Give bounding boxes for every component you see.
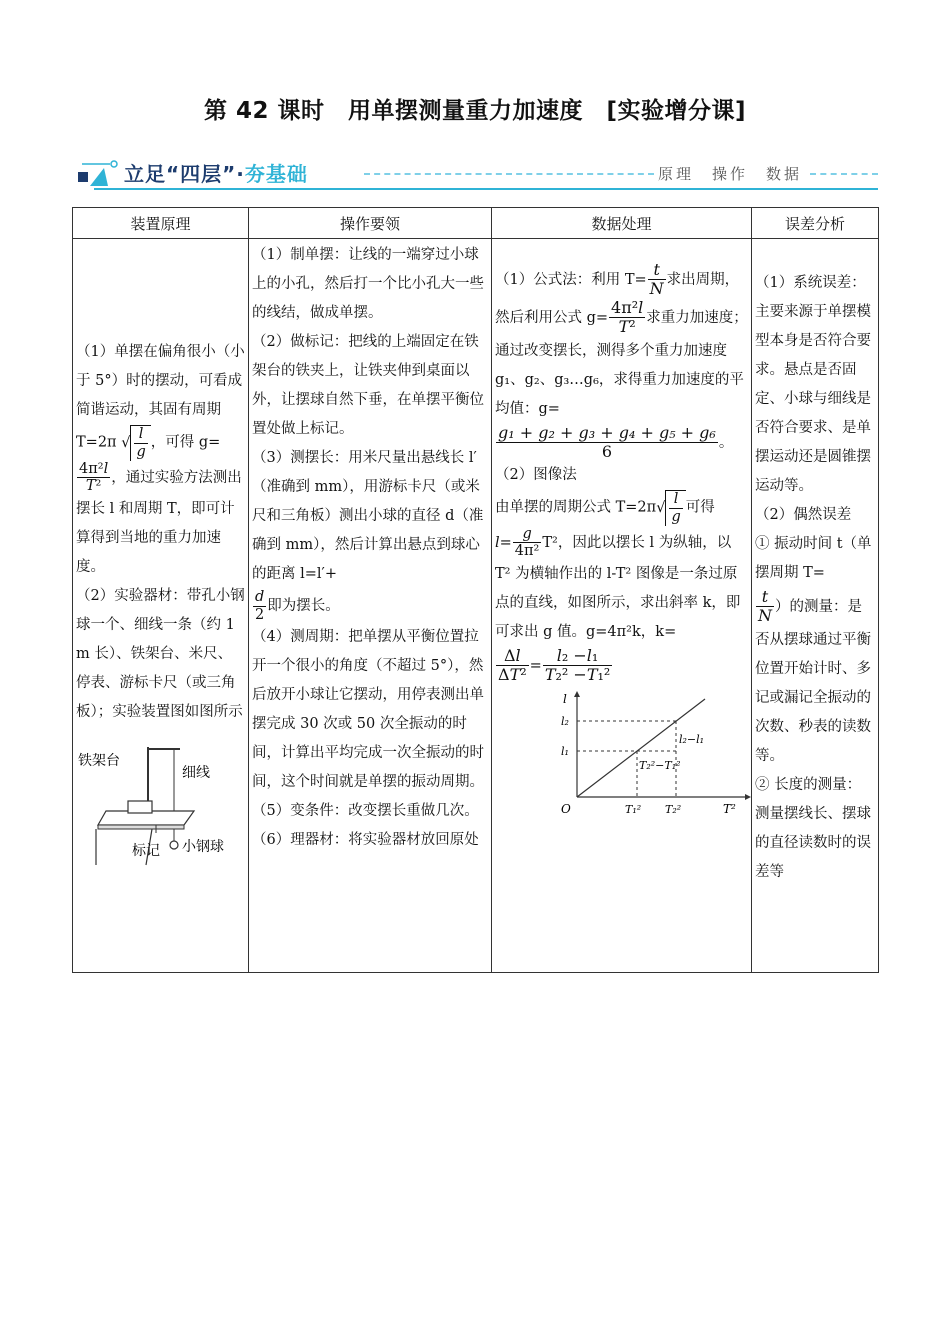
- header-error: 误差分析: [752, 208, 879, 239]
- sqrt-l-over-g: √ $\frac{l}{g}$: [121, 425, 151, 460]
- error-random-1: ① 振动时间 t（单摆周期 T= $\frac{t}{N}$ ）的测量：是否从摆球通过平衡位置开始计时、多记或漏记全振动的次数、秒表的读数等。: [755, 536, 872, 764]
- svg-text:l₂−l₁: l₂−l₁: [679, 732, 705, 746]
- op-step-1: （1）制单摆：让线的一端穿过小球上的小孔，然后打一个比小孔大一些的线结，做成单摆。: [252, 247, 484, 321]
- label-mark: 标记: [132, 842, 160, 859]
- cell-error: [752, 239, 879, 973]
- svg-text:T²: T²: [723, 801, 736, 816]
- svg-text:l₁: l₁: [561, 744, 569, 758]
- op-step-4: （4）测周期：把单摆从平衡位置拉开一个很小的角度（不超过 5°），然后放开小球让它摆动，用停表测出单摆完成 30 次或 50 次全振动的时间，计算出平均完成一次全振动的时间，这个时间就是单摆的振动周期。: [252, 629, 484, 791]
- op-step-6: （6）理器材：将实验器材放回原处: [252, 832, 479, 849]
- svg-text:l: l: [563, 691, 567, 706]
- op-step-3: （3）测摆长：用米尺量出悬线长 l′（准确到 mm），用游标卡尺（或米尺和三角板）测出小球的直径 d（准确到 mm），然后计算出悬点到球心的距离 l=l′+ $\frac{d}{2}$ 即为摆长。: [252, 450, 484, 623]
- op-step-5: （5）变条件：改变摆长重做几次。: [252, 803, 479, 820]
- table-header-row: [73, 208, 879, 239]
- label-stand: 铁架台: [78, 752, 120, 769]
- banner-divider-right: [810, 173, 878, 175]
- svg-text:O: O: [561, 801, 571, 816]
- op-step-2: （2）做标记：把线的上端固定在铁架台的铁夹上，让铁夹伸到桌面以外，让摆球自然下垂，在单摆平衡位置处做上标记。: [252, 334, 484, 437]
- formula-g: $\frac{\text{4π²l}}{\text{T²}}$: [79, 460, 109, 495]
- svg-text:T₂²: T₂²: [665, 802, 682, 816]
- data-formula-method: （1）公式法：利用 T= $\frac{t}{N}$ 求出周期，然后利用公式 g= $\frac{\text{4π²l}}{\text{T²}}$ 求重力加速度；通过改变摆长，测得多个重力加速度 g₁、g₂、g₃…g₆，求得重力加速度的平均值：g= $\frac{\text{g₁ + g₂ + g₃ + g₄ + g₅ + g₆}}{6}$ 。: [495, 260, 748, 461]
- label-ball: 小钢球: [182, 838, 224, 855]
- cell-data: [492, 239, 752, 973]
- cell-principle: [73, 239, 249, 973]
- section-banner: [74, 152, 878, 194]
- svg-text:T₁²: T₁²: [625, 802, 642, 816]
- data-graph-method: 由单摆的周期公式 T=2π√ $\frac{l}{g}$ 可得 l= $\frac{g}{\text{4π²}}$ T²，因此以摆长 l 为纵轴，以 T² 为横轴作出的 l-T² 图像是一条过原点的直线，如图所示，求出斜率 k，即可求出 g 值。g=4π²k，k= $\frac{\Delta l}{\text{ΔT²}}$ = $\frac{\text{l₂ −l₁}}{\text{T₂² −T₁²}}$: [495, 491, 741, 685]
- page-title: 第 42 课时 用单摆测量重力加速度 [实验增分课]: [203, 98, 747, 124]
- data-graph-method-title: （2）图像法: [495, 467, 577, 484]
- banner-tags: 原理 操作 数据: [658, 165, 803, 183]
- error-random-2: ② 长度的测量：测量摆线长、摆球的直径读数时的误差等: [755, 776, 871, 880]
- formula-average: $\frac{\text{g₁ + g₂ + g₃ + g₄ + g₅ + g₆}}{6}$: [498, 422, 716, 461]
- table-body-row: [73, 239, 879, 973]
- apparatus-figure: [76, 733, 242, 873]
- experiment-table: [72, 207, 879, 973]
- banner-logo-icon: [74, 156, 120, 190]
- cell-operation: [249, 239, 492, 973]
- principle-materials: （2）实验器材：带孔小钢球一个、细线一条（约 1 m 长）、铁架台、米尺、停表、游标卡尺（或三角板）；实验装置图如图所示: [76, 587, 245, 720]
- frac-d-over-2: $\frac{d}{2}$: [255, 589, 265, 623]
- banner-underline: [94, 188, 878, 190]
- svg-text:T₂²−T₁²: T₂²−T₁²: [639, 758, 681, 772]
- svg-text:l₂: l₂: [561, 714, 569, 728]
- l-t2-graph: [555, 689, 755, 817]
- header-principle: 装置原理: [73, 208, 249, 239]
- header-data: 数据处理: [492, 208, 752, 239]
- header-operation: 操作要领: [249, 208, 492, 239]
- error-systematic: （1）系统误差：主要来源于单摆模型本身是否符合要求。悬点是否固定、小球与细线是否符合要求、是单摆运动还是圆锥摆运动等。: [755, 275, 871, 494]
- error-random-title: （2）偶然误差: [755, 507, 852, 523]
- principle-text: （1）单摆在偏角很小（小于 5°）时的摆动，可看成简谐运动，其固有周期 T=2π √ $\frac{l}{g}$ ，可得 g= $\frac{\text{4π²l}}{\text{T²}}$ ，通过实验方法测出摆长 l 和周期 T，即可计算得到当地的重力加速度。: [76, 344, 245, 575]
- banner-title: 立足“四层”·夯基础: [124, 162, 308, 186]
- banner-divider: [364, 173, 654, 175]
- label-string: 细线: [182, 764, 210, 781]
